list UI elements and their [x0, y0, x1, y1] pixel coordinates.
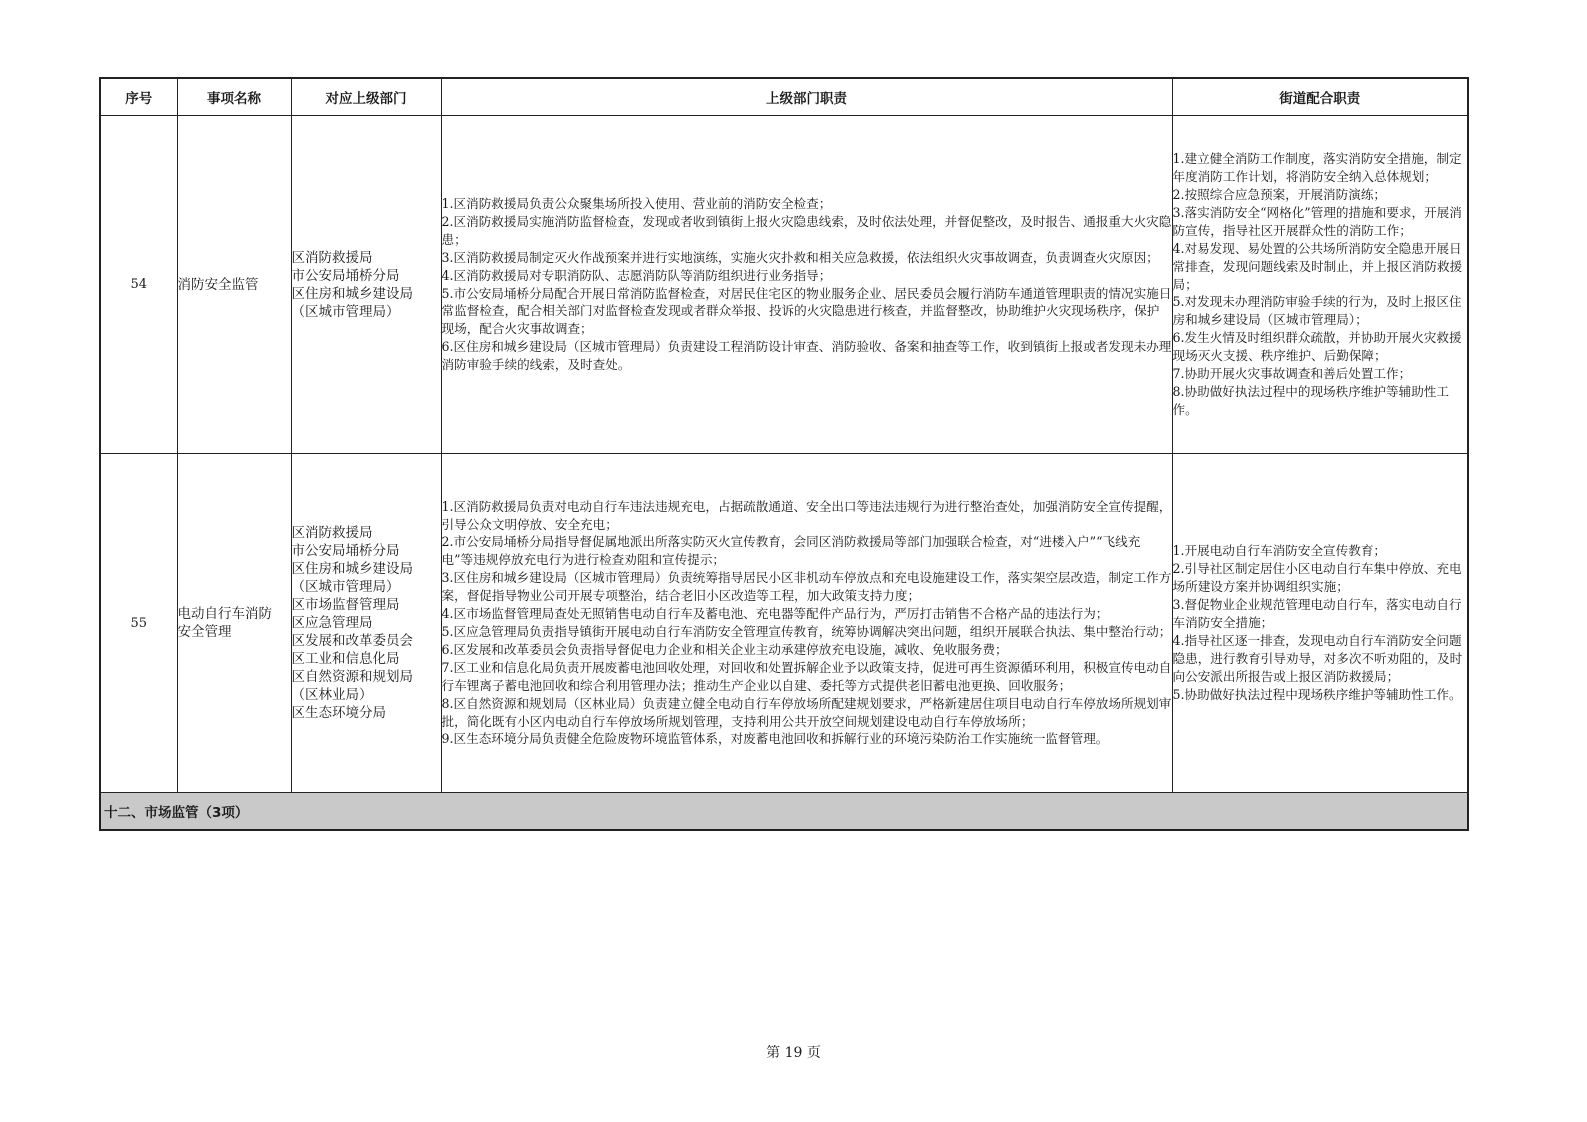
duty-item: 4.对易发现、易处置的公共场所消防安全隐患开展日常排查，发现问题线索及时制止，并上报区消防救援局；	[1172, 240, 1463, 292]
row-street-duties	[1172, 116, 1468, 454]
row-seq: 55	[100, 454, 177, 793]
department-line: （区城市管理局）	[291, 579, 400, 595]
department-line: 区发展和改革委员会	[291, 633, 413, 649]
header-seq: 序号	[100, 78, 177, 116]
duty-item: 7.区工业和信息化局负责开展废蓄电池回收处理，对回收和处置拆解企业予以政策支持，促进可再生资源循环利用，积极宣传电动自行车锂离子蓄电池回收和综合利用管理办法；推动生产企业以自建、委托等方式提供老旧蓄电池更换、回收服务；	[441, 659, 1172, 693]
header-street-duties: 街道配合职责	[1172, 78, 1468, 116]
row-item-name	[177, 116, 291, 454]
header-department: 对应上级部门	[291, 78, 441, 116]
department-line: （区城市管理局）	[291, 303, 400, 320]
duty-item: 8.协助做好执法过程中的现场秩序维护等辅助性工作。	[1172, 383, 1449, 417]
row-departments	[291, 116, 441, 454]
duty-item: 4.区市场监督管理局查处无照销售电动自行车及蓄电池、充电器等配件产品行为，严厉打击销售不合格产品的违法行为；	[441, 606, 1109, 622]
section-row	[100, 793, 1468, 831]
row-departments	[291, 454, 441, 793]
department-line: 市公安局埇桥分局	[291, 543, 400, 559]
duty-item: 6.发生火情及时组织群众疏散，并协助开展火灾救援现场灭火支援、秩序维护、后勤保障；	[1172, 330, 1462, 364]
duty-item: 2.区消防救援局实施消防监督检查，发现或者收到镇街上报火灾隐患线索，及时依法处理，并督促整改，及时报告、通报重大火灾隐患；	[441, 213, 1172, 247]
department-line: 区消防救援局	[291, 525, 373, 541]
page-number: 第 19 页	[766, 1045, 821, 1061]
duty-item: 5.对发现未办理消防审验手续的行为，及时上报区住房和城乡建设局（区城市管理局）；	[1172, 294, 1462, 328]
department-line: 区自然资源和规划局	[291, 669, 413, 685]
row-item-name	[177, 454, 291, 793]
section-title: 十二、市场监管（3项）	[100, 793, 1468, 831]
duty-item: 1.开展电动自行车消防安全宣传教育；	[1172, 543, 1387, 559]
duty-item: 1.区消防救援局负责对电动自行车违法违规充电，占据疏散通道、安全出口等违法违规行为进行整治查处，加强消防安全宣传提醒，引导公众文明停放、安全充电；	[441, 498, 1172, 532]
department-line: 区住房和城乡建设局	[291, 561, 413, 577]
duties-table	[99, 77, 1469, 831]
table-row	[100, 116, 1468, 454]
duty-item: 3.落实消防安全“网格化”管理的措施和要求，开展消防宣传，指导社区开展群众性的消防工作；	[1172, 204, 1462, 238]
item-line: 电动自行车消防	[177, 606, 272, 622]
department-line: 区工业和信息化局	[291, 651, 400, 667]
row-street-duties	[1172, 454, 1468, 793]
duty-item: 8.区自然资源和规划局（区林业局）负责建立健全电动自行车停放场所配建规划要求，严格新建居住项目电动自行车停放场所规划审批，简化既有小区内电动自行车停放场所规划管理，支持利用公共开放空间规划建设电动自行车停放场所；	[441, 695, 1172, 729]
duty-item: 3.督促物业企业规范管理电动自行车，落实电动自行车消防安全措施；	[1172, 597, 1462, 631]
duty-item: 1.建立健全消防工作制度，落实消防安全措施，制定年度消防工作计划，将消防安全纳入总体规划；	[1172, 151, 1462, 185]
duty-item: 5.市公安局埇桥分局配合开展日常消防监督检查，对居民住宅区的物业服务企业、居民委员会履行消防车通道管理职责的情况实施日常监督检查，配合相关部门对监督检查发现或者群众举报、投诉的火灾隐患进行核查，并监督整改，协助维护火灾现场秩序，保护现场，配合火灾事故调查；	[441, 285, 1172, 337]
duty-item: 4.指导社区逐一排查，发现电动自行车消防安全问题隐患，进行教育引导劝导，对多次不听劝阻的，及时向公安派出所报告或上报区消防救援局；	[1172, 632, 1463, 684]
header-upper-duties: 上级部门职责	[441, 78, 1172, 116]
department-line: （区林业局）	[291, 687, 373, 703]
duty-item: 4.区消防救援局对专职消防队、志愿消防队等消防组织进行业务指导；	[441, 267, 832, 283]
duty-item: 1.区消防救援局负责公众聚集场所投入使用、营业前的消防安全检查；	[441, 195, 832, 211]
duty-item: 3.区住房和城乡建设局（区城市管理局）负责统筹指导居民小区非机动车停放点和充电设施建设工作，落实架空层改造，制定工作方案，督促指导物业公司开展专项整治，结合老旧小区改造等工程，加大政策支持力度；	[441, 570, 1172, 604]
duty-item: 6.区住房和城乡建设局（区城市管理局）负责建设工程消防设计审查、消防验收、备案和抽查等工作，收到镇街上报或者发现未办理消防审验手续的线索，及时查处。	[441, 339, 1172, 373]
duty-item: 6.区发展和改革委员会负责指导督促电力企业和相关企业主动承建停放充电设施，减收、免收服务费；	[441, 641, 1008, 657]
header-item-name: 事项名称	[177, 78, 291, 116]
department-line: 区住房和城乡建设局	[291, 285, 413, 302]
row-seq: 54	[100, 116, 177, 454]
table-row	[100, 454, 1468, 793]
row-upper-duties	[441, 454, 1172, 793]
department-line: 区应急管理局	[291, 615, 373, 631]
duty-item: 5.区应急管理局负责指导镇街开展电动自行车消防安全管理宣传教育，统筹协调解决突出问题，组织开展联合执法、集中整治行动；	[441, 624, 1172, 639]
duty-item: 2.引导社区制定居住小区电动自行车集中停放、充电场所建设方案并协调组织实施；	[1172, 561, 1462, 595]
header-row	[100, 78, 1468, 116]
duty-item: 5.协助做好执法过程中现场秩序维护等辅助性工作。	[1172, 686, 1462, 702]
duty-item: 3.区消防救援局制定灭火作战预案并进行实地演练，实施火灾扑救和相关应急救援，依法组织火灾事故调查，负责调查火灾原因；	[441, 249, 1159, 265]
department-line: 区生态环境分局	[291, 705, 386, 721]
duty-item: 2.按照综合应急预案，开展消防演练；	[1172, 187, 1387, 203]
duty-item: 7.协助开展火灾事故调查和善后处置工作；	[1172, 366, 1412, 382]
duty-item: 2.市公安局埇桥分局指导督促属地派出所落实防灭火宣传教育，会同区消防救援局等部门加强联合检查，对“进楼入户”“飞线充电”等违规停放充电行为进行检查劝阻和宣传提示；	[441, 534, 1141, 568]
item-line: 消防安全监管	[177, 276, 259, 293]
row-upper-duties	[441, 116, 1172, 454]
item-line: 安全管理	[177, 624, 232, 640]
duty-item: 9.区生态环境分局负责健全危险废物环境监管体系，对废蓄电池回收和拆解行业的环境污染防治工作实施统一监督管理。	[441, 731, 1109, 747]
department-line: 市公安局埇桥分局	[291, 267, 400, 284]
department-line: 区市场监督管理局	[291, 597, 400, 613]
department-line: 区消防救援局	[291, 249, 373, 266]
